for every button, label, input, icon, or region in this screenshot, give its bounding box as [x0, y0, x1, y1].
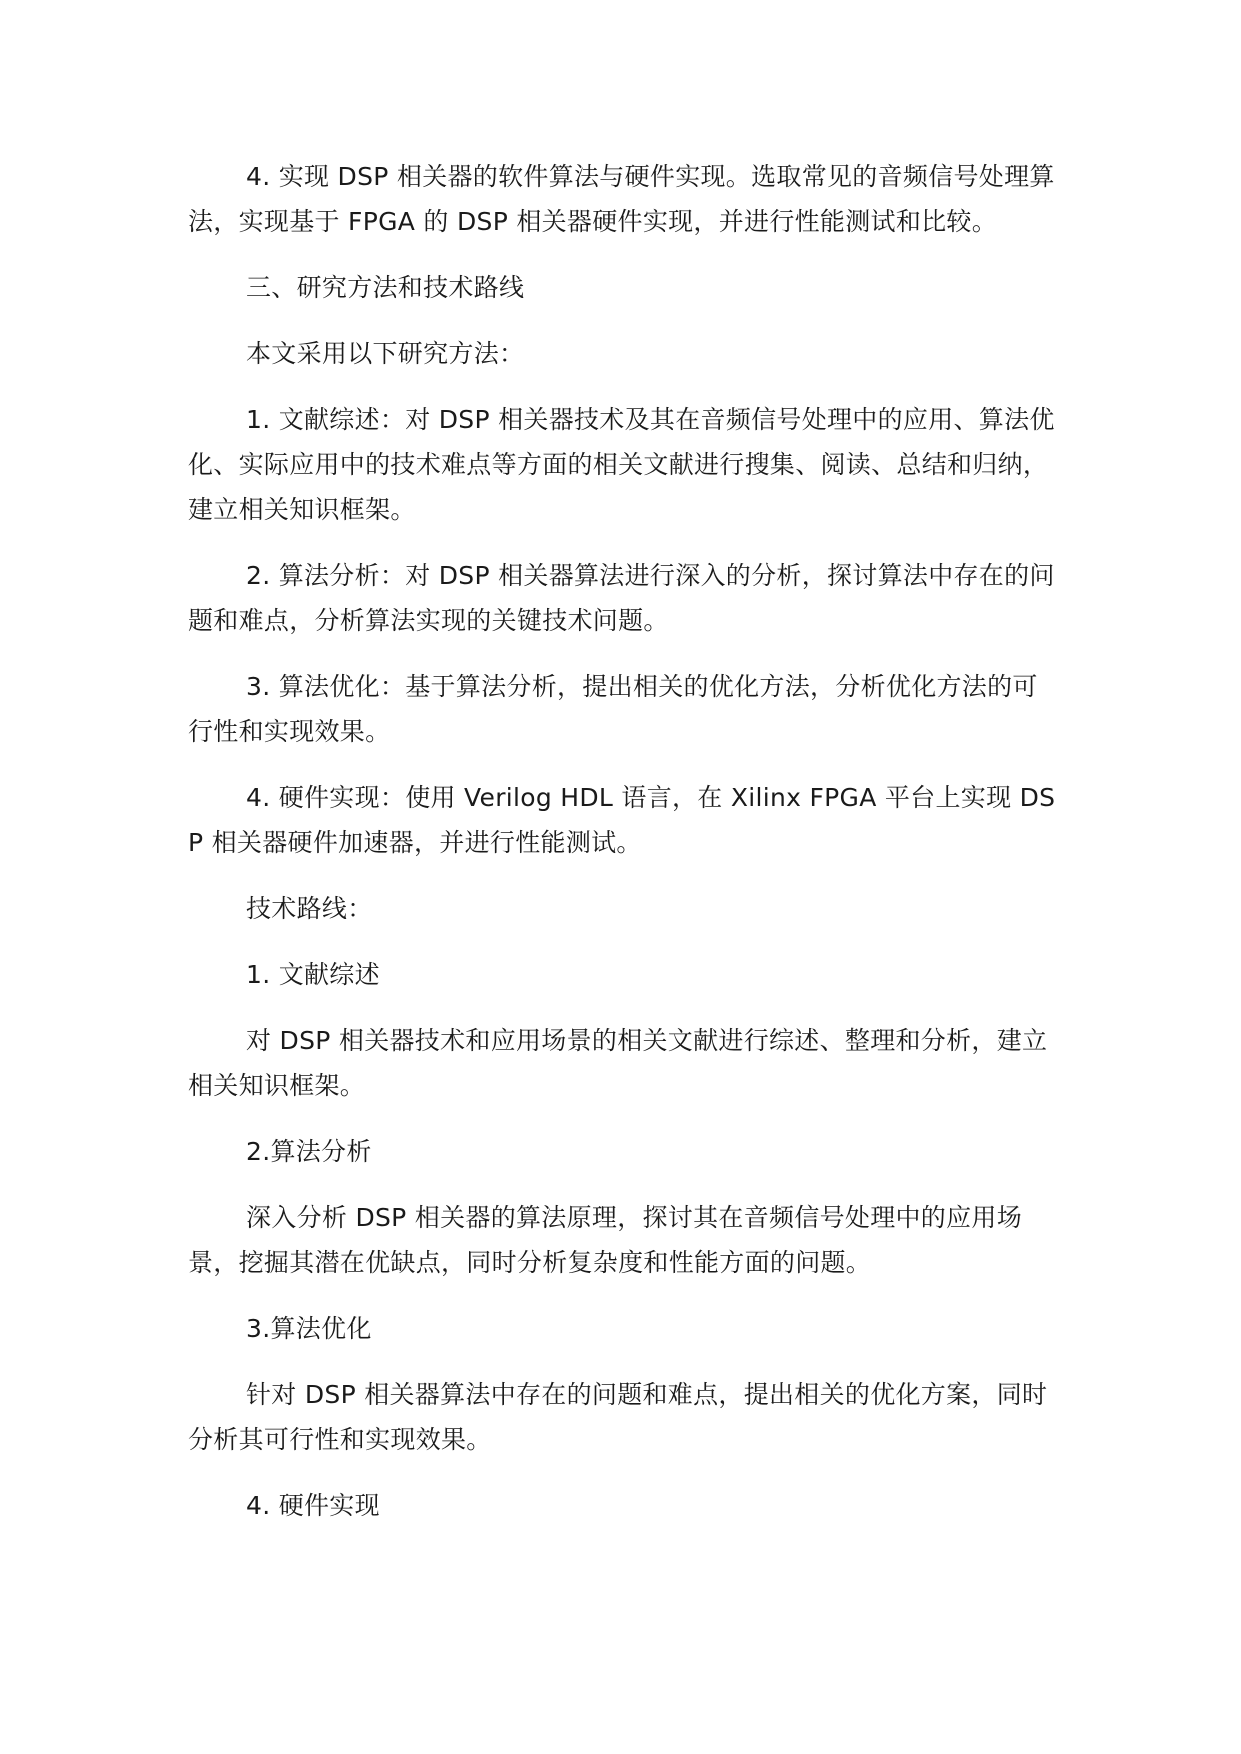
paragraph-literature-review: 1. 文献综述：对 DSP 相关器技术及其在音频信号处理中的应用、算法优化、实际应用中的技术难点等方面的相关文献进行搜集、阅读、总结和归纳，建立相关知识框架。 — [188, 405, 1055, 524]
paragraph-hardware-implementation: 4. 硬件实现：使用 Verilog HDL 语言，在 Xilinx FPGA 平台上实现 DSP 相关器硬件加速器，并进行性能测试。 — [188, 783, 1056, 857]
route-step-1-body: 对 DSP 相关器技术和应用场景的相关文献进行综述、整理和分析，建立相关知识框架。 — [188, 1026, 1048, 1100]
paragraph-algorithm-optimization: 3. 算法优化：基于算法分析，提出相关的优化方法，分析优化方法的可行性和实现效果。 — [188, 672, 1038, 746]
route-step-3-body: 针对 DSP 相关器算法中存在的问题和难点，提出相关的优化方案，同时分析其可行性和实现效果。 — [188, 1380, 1048, 1454]
section-heading-methods: 三、研究方法和技术路线 — [246, 273, 525, 302]
route-step-1-heading: 1. 文献综述 — [246, 960, 380, 989]
paragraph-methods-intro: 本文采用以下研究方法： — [246, 339, 525, 368]
route-step-2-body: 深入分析 DSP 相关器的算法原理，探讨其在音频信号处理中的应用场景，挖掘其潜在优缺点，同时分析复杂度和性能方面的问题。 — [188, 1203, 1022, 1277]
paragraph-algorithm-analysis: 2. 算法分析：对 DSP 相关器算法进行深入的分析，探讨算法中存在的问题和难点，分析算法实现的关键技术问题。 — [188, 561, 1055, 635]
route-step-4-heading: 4. 硬件实现 — [246, 1491, 380, 1520]
document-page — [188, 154, 1058, 1549]
route-step-2-heading: 2.算法分析 — [246, 1137, 372, 1166]
paragraph-dsp-implementation: 4. 实现 DSP 相关器的软件算法与硬件实现。选取常见的音频信号处理算法，实现基于 FPGA 的 DSP 相关器硬件实现，并进行性能测试和比较。 — [188, 162, 1055, 236]
route-step-3-heading: 3.算法优化 — [246, 1314, 372, 1343]
paragraph-tech-route-intro: 技术路线： — [246, 894, 373, 923]
